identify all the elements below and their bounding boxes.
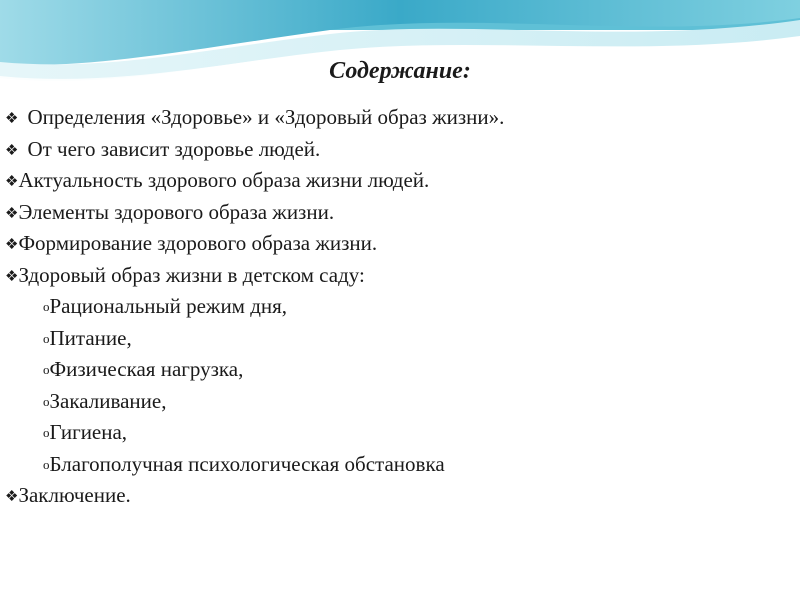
list-item (5, 102, 504, 134)
list-item-text: Формирование здорового образа жизни. (18, 231, 378, 255)
list-item-text: Гигиена, (49, 420, 128, 444)
header-wave-decoration (0, 0, 800, 110)
list-item (5, 228, 504, 260)
diamond-bullet-icon: ❖ (5, 237, 19, 253)
list-item (5, 417, 504, 449)
list-item-text: Здоровый образ жизни в детском саду: (18, 262, 365, 287)
list-item (5, 386, 504, 418)
diamond-bullet-icon: ❖ (5, 111, 19, 127)
list-item (5, 197, 504, 229)
list-item-text: Закаливание, (49, 388, 167, 413)
circle-bullet-icon: o (43, 425, 50, 440)
circle-bullet-icon: o (43, 393, 50, 409)
diamond-bullet-icon: ❖ (5, 205, 19, 222)
list-item-text: От чего зависит здоровье людей. (27, 136, 321, 161)
list-item-text: Благополучная психологическая обстановка (49, 451, 445, 476)
list-item (5, 260, 504, 292)
diamond-bullet-icon: ❖ (5, 268, 19, 285)
list-item (5, 323, 504, 355)
list-item-text: Актуальность здорового образа жизни людей. (18, 168, 430, 192)
list-item-text: Физическая нагрузка, (49, 357, 244, 381)
list-item-text: Рациональный режим дня, (49, 294, 288, 318)
list-item-text: Заключение. (18, 483, 131, 507)
list-item-text: Определения «Здоровье» и «Здоровый образ жизни». (27, 105, 505, 129)
contents-list (5, 102, 504, 512)
list-item (5, 165, 504, 197)
circle-bullet-icon: o (43, 456, 50, 472)
circle-bullet-icon: o (43, 299, 50, 314)
diamond-bullet-icon: ❖ (5, 174, 19, 190)
list-item-text: Элементы здорового образа жизни. (18, 199, 335, 224)
list-item (5, 480, 504, 512)
circle-bullet-icon: o (43, 362, 50, 377)
list-item (5, 134, 504, 166)
list-item (5, 449, 504, 481)
list-item (5, 291, 504, 323)
diamond-bullet-icon: ❖ (5, 142, 19, 159)
list-item-text: Питание, (49, 325, 132, 350)
diamond-bullet-icon: ❖ (5, 489, 19, 505)
slide-title: Содержание: (329, 58, 471, 84)
circle-bullet-icon: o (43, 330, 50, 346)
list-item (5, 354, 504, 386)
